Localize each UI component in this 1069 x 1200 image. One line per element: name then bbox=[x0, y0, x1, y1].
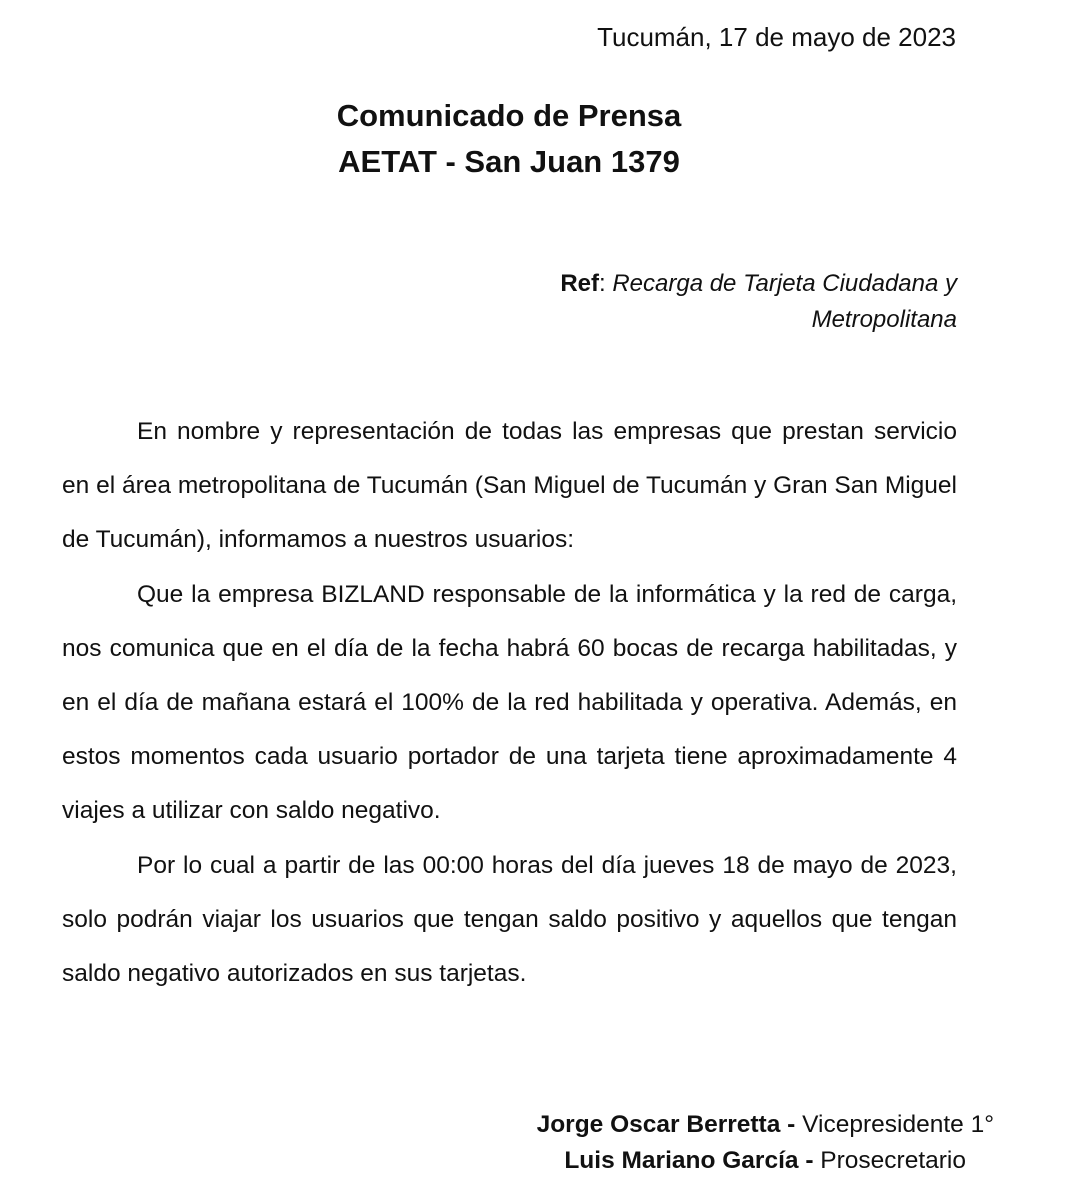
reference-block bbox=[437, 266, 957, 338]
signature-line-1 bbox=[294, 1107, 994, 1143]
signature-block bbox=[294, 1107, 994, 1179]
signature-separator-2: - bbox=[798, 1147, 821, 1174]
signature-name-2: Luis Mariano García bbox=[564, 1147, 799, 1174]
signature-separator-1: - bbox=[780, 1111, 803, 1138]
document-body bbox=[62, 405, 957, 1001]
reference-separator: : bbox=[598, 270, 613, 297]
body-paragraph-2: Que la empresa BIZLAND responsable de la informática y la red de carga, nos comunica que en el día de la fecha habrá 60 bocas de recarga habilitadas, y en el día de mañana estará el 100% de la red habilitada y operativa. Además, en estos momentos cada usuario portador de una tarjeta tiene aproximadamente 4 viajes a utilizar con saldo negativo. bbox=[62, 580, 957, 825]
title-line-1: Comunicado de Prensa bbox=[336, 98, 682, 133]
document-title bbox=[0, 93, 1018, 185]
signature-role-1: Vicepresidente 1° bbox=[802, 1111, 994, 1138]
signature-role-2: Prosecretario bbox=[820, 1147, 966, 1174]
reference-text: Recarga de Tarjeta Ciudadana y Metropolitana bbox=[612, 270, 957, 333]
reference-label: Ref bbox=[560, 270, 599, 297]
document-date: Tucumán, 17 de mayo de 2023 bbox=[597, 22, 956, 52]
body-paragraph-3: Por lo cual a partir de las 00:00 horas del día jueves 18 de mayo de 2023, solo podrán viajar los usuarios que tengan saldo positivo y aquellos que tengan saldo negativo autorizados en sus tarjetas. bbox=[62, 851, 957, 988]
signature-name-1: Jorge Oscar Berretta bbox=[536, 1111, 781, 1138]
body-paragraph-1: En nombre y representación de todas las empresas que prestan servicio en el área metropolitana de Tucumán (San Miguel de Tucumán y Gran San Miguel de Tucumán), informamos a nuestros usuarios: bbox=[62, 418, 957, 554]
signature-line-2 bbox=[294, 1143, 994, 1179]
title-line-2: AETAT - San Juan 1379 bbox=[338, 144, 680, 179]
